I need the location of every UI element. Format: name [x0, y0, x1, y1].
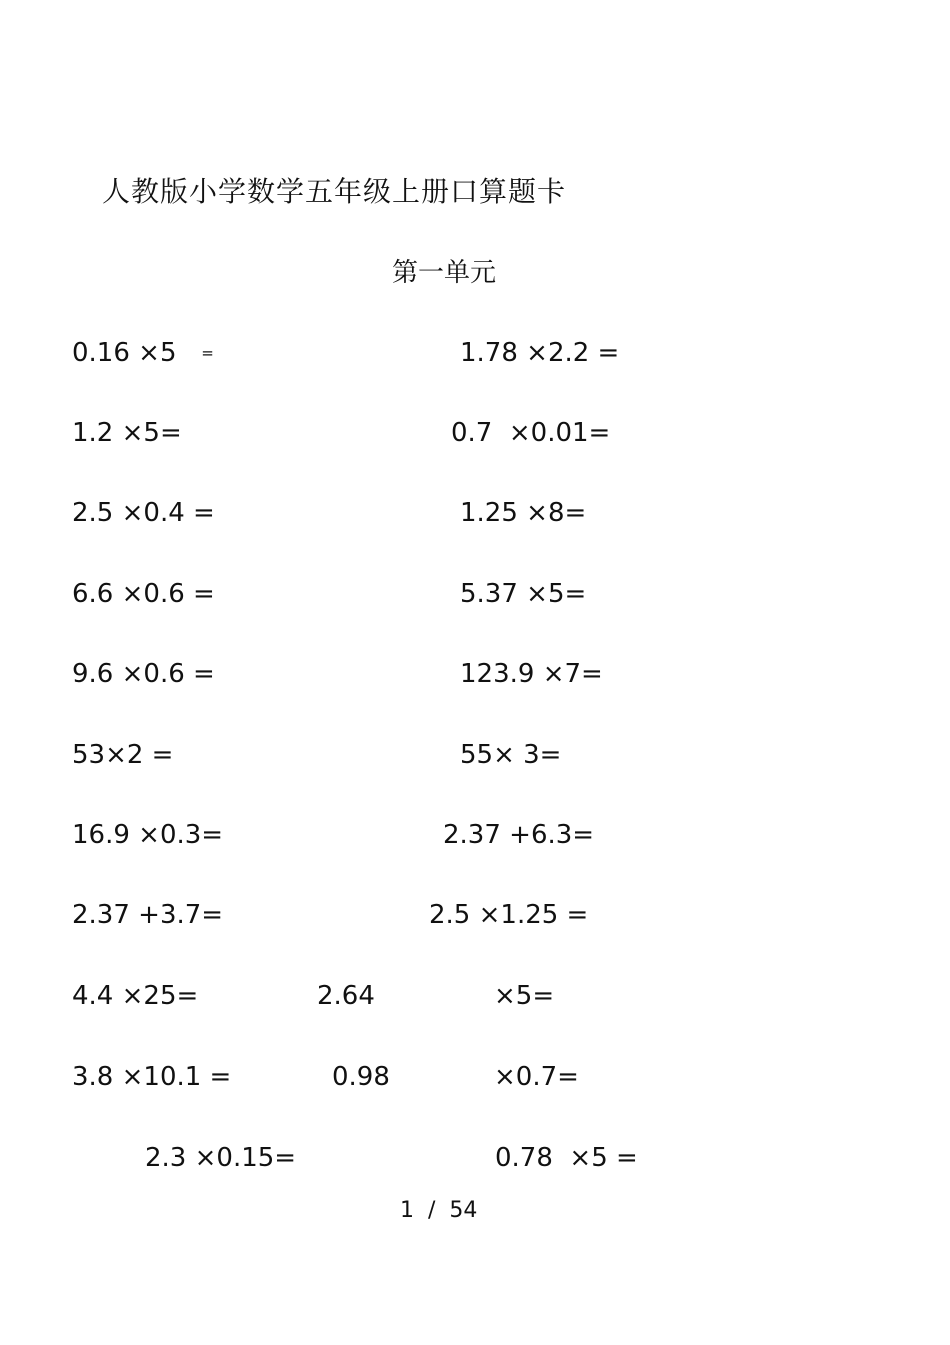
problem-right: 2.37 +6.3=	[443, 820, 595, 850]
problem-right: 0.7 ×0.01=	[451, 418, 611, 448]
problem-left: 3.8 ×10.1 =	[72, 1062, 232, 1092]
problem-left: 16.9 ×0.3=	[72, 820, 224, 850]
problem-left: 1.2 ×5=	[72, 418, 182, 448]
problem-right: 1.78 ×2.2 =	[460, 338, 620, 368]
problem-left: 2.5 ×0.4 =	[72, 498, 215, 528]
problem-left: 53×2 =	[72, 740, 174, 770]
page-total: 54	[449, 1198, 478, 1223]
document-title: 人教版小学数学五年级上册口算题卡	[102, 175, 567, 208]
section-heading: 第一单元	[392, 258, 497, 288]
problem-right: 123.9 ×7=	[460, 659, 603, 689]
page-separator: /	[428, 1198, 436, 1223]
problem-middle: 0.98	[332, 1062, 390, 1092]
problem-left: 6.6 ×0.6 =	[72, 579, 215, 609]
problem-left: 4.4 ×25=	[72, 981, 199, 1011]
problem-right: 0.78 ×5 =	[495, 1143, 638, 1173]
problem-right: ×0.7=	[494, 1062, 579, 1092]
problem-left: 9.6 ×0.6 =	[72, 659, 215, 689]
problem-right: ×5=	[494, 981, 555, 1011]
problem-right: 2.5 ×1.25 =	[429, 900, 589, 930]
page-number	[400, 1198, 477, 1223]
problem-right: 1.25 ×8=	[460, 498, 587, 528]
page-current: 1	[400, 1198, 414, 1223]
problem-left	[72, 340, 214, 366]
problem-left: 2.3 ×0.15=	[145, 1143, 297, 1173]
problem-left-equals: =	[201, 344, 214, 362]
problem-left-text: 0.16 ×5	[72, 338, 202, 368]
problem-middle: 2.64	[317, 981, 375, 1011]
problem-right: 55× 3=	[460, 740, 562, 770]
problem-left: 2.37 +3.7=	[72, 900, 224, 930]
problem-right: 5.37 ×5=	[460, 579, 587, 609]
